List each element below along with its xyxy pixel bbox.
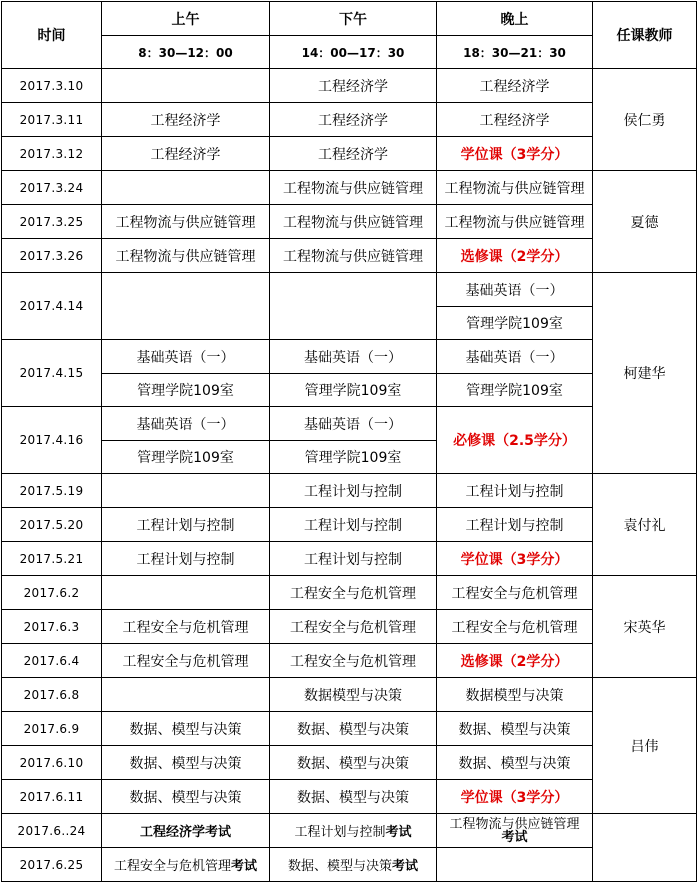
table-row — [2, 814, 697, 848]
course-type-badge: 学位课（3学分） — [437, 780, 593, 814]
table-row — [2, 610, 697, 644]
exam-label: 考试 — [501, 829, 528, 845]
header-morning: 上午 — [102, 2, 270, 36]
table-row — [2, 171, 697, 205]
afternoon-cell: 数据、模型与决策 — [270, 780, 437, 814]
header-teacher: 任课教师 — [593, 2, 697, 69]
date-cell: 2017.3.11 — [2, 103, 102, 137]
afternoon-exam — [270, 848, 437, 882]
morning-cell: 数据、模型与决策 — [102, 746, 270, 780]
morning-hours: 8：30—12：00 — [102, 36, 270, 69]
morning-cell — [102, 678, 270, 712]
evening-cell: 工程经济学 — [437, 103, 593, 137]
teacher-cell: 侯仁勇 — [593, 69, 697, 171]
date-cell: 2017.6.11 — [2, 780, 102, 814]
date-cell: 2017.3.12 — [2, 137, 102, 171]
exam-course: 工程物流与供应链管理 — [449, 816, 580, 832]
afternoon-hours: 14：00—17：30 — [270, 36, 437, 69]
morning-cell: 数据、模型与决策 — [102, 712, 270, 746]
exam-course: 工程经济学 — [139, 825, 205, 840]
morning-room: 管理学院109室 — [102, 374, 270, 407]
table-row — [2, 848, 697, 882]
evening-cell: 数据、模型与决策 — [437, 746, 593, 780]
morning-cell: 工程安全与危机管理 — [102, 644, 270, 678]
evening-room: 管理学院109室 — [437, 374, 593, 407]
table-row — [2, 407, 697, 441]
course-type-badge: 学位课（3学分） — [437, 542, 593, 576]
morning-cell: 工程安全与危机管理 — [102, 610, 270, 644]
afternoon-cell: 工程物流与供应链管理 — [270, 171, 437, 205]
afternoon-cell: 工程安全与危机管理 — [270, 644, 437, 678]
table-row — [2, 644, 697, 678]
afternoon-cell: 工程经济学 — [270, 69, 437, 103]
afternoon-cell: 数据模型与决策 — [270, 678, 437, 712]
afternoon-cell: 工程计划与控制 — [270, 508, 437, 542]
afternoon-cell: 工程安全与危机管理 — [270, 576, 437, 610]
evening-room: 管理学院109室 — [437, 307, 593, 340]
header-time: 时间 — [2, 2, 102, 69]
exam-label: 考试 — [205, 825, 232, 840]
table-row — [2, 780, 697, 814]
evening-cell: 数据、模型与决策 — [437, 712, 593, 746]
afternoon-exam — [270, 814, 437, 848]
afternoon-cell: 数据、模型与决策 — [270, 712, 437, 746]
morning-cell: 工程计划与控制 — [102, 542, 270, 576]
teacher-cell: 袁付礼 — [593, 474, 697, 576]
course-type-badge: 选修课（2学分） — [437, 239, 593, 273]
table-row — [2, 508, 697, 542]
header-afternoon: 下午 — [270, 2, 437, 36]
date-cell: 2017.4.15 — [2, 340, 102, 407]
table-row — [2, 239, 697, 273]
date-cell: 2017.6..24 — [2, 814, 102, 848]
exam-label: 考试 — [231, 859, 258, 874]
date-cell: 2017.4.16 — [2, 407, 102, 474]
date-cell: 2017.5.20 — [2, 508, 102, 542]
table-row — [2, 205, 697, 239]
table-row — [2, 542, 697, 576]
evening-cell: 工程计划与控制 — [437, 508, 593, 542]
table-row — [2, 474, 697, 508]
afternoon-cell: 工程物流与供应链管理 — [270, 205, 437, 239]
morning-cell: 工程物流与供应链管理 — [102, 205, 270, 239]
afternoon-cell: 工程安全与危机管理 — [270, 610, 437, 644]
afternoon-room: 管理学院109室 — [270, 374, 437, 407]
table-row — [2, 340, 697, 374]
table-row — [2, 103, 697, 137]
afternoon-cell: 工程物流与供应链管理 — [270, 239, 437, 273]
date-cell: 2017.6.2 — [2, 576, 102, 610]
table-row — [2, 746, 697, 780]
afternoon-cell: 工程经济学 — [270, 103, 437, 137]
morning-cell — [102, 69, 270, 103]
course-type-badge: 学位课（3学分） — [437, 137, 593, 171]
evening-cell: 工程安全与危机管理 — [437, 576, 593, 610]
morning-course: 基础英语（一） — [102, 407, 270, 441]
teacher-cell: 夏德 — [593, 171, 697, 273]
morning-cell: 工程物流与供应链管理 — [102, 239, 270, 273]
morning-course: 基础英语（一） — [102, 340, 270, 374]
evening-cell — [437, 848, 593, 882]
morning-cell — [102, 171, 270, 205]
table-row — [2, 576, 697, 610]
morning-cell — [102, 576, 270, 610]
table-row — [2, 712, 697, 746]
evening-course: 基础英语（一） — [437, 273, 593, 307]
date-cell: 2017.6.3 — [2, 610, 102, 644]
course-type-badge: 必修课（2.5学分） — [437, 407, 593, 474]
exam-course: 工程安全与危机管理 — [113, 859, 231, 874]
date-cell: 2017.6.4 — [2, 644, 102, 678]
table-row — [2, 678, 697, 712]
teacher-cell: 宋英华 — [593, 576, 697, 678]
evening-hours: 18：30—21：30 — [437, 36, 593, 69]
header-evening: 晚上 — [437, 2, 593, 36]
evening-cell: 工程计划与控制 — [437, 474, 593, 508]
teacher-cell: 柯建华 — [593, 273, 697, 474]
exam-label: 考试 — [385, 825, 412, 840]
date-cell: 2017.6.10 — [2, 746, 102, 780]
date-cell: 2017.5.21 — [2, 542, 102, 576]
course-type-badge: 选修课（2学分） — [437, 644, 593, 678]
morning-cell: 数据、模型与决策 — [102, 780, 270, 814]
morning-cell — [102, 273, 270, 340]
evening-course: 基础英语（一） — [437, 340, 593, 374]
afternoon-cell: 工程计划与控制 — [270, 542, 437, 576]
morning-cell — [102, 474, 270, 508]
afternoon-course: 基础英语（一） — [270, 340, 437, 374]
morning-exam — [102, 814, 270, 848]
evening-cell: 工程安全与危机管理 — [437, 610, 593, 644]
date-cell: 2017.5.19 — [2, 474, 102, 508]
date-cell: 2017.6.9 — [2, 712, 102, 746]
morning-cell: 工程计划与控制 — [102, 508, 270, 542]
schedule-table — [1, 1, 697, 882]
afternoon-room: 管理学院109室 — [270, 441, 437, 474]
evening-exam — [437, 814, 593, 848]
table-row — [2, 273, 697, 307]
table-row — [2, 137, 697, 171]
date-cell: 2017.3.26 — [2, 239, 102, 273]
morning-room: 管理学院109室 — [102, 441, 270, 474]
afternoon-cell: 工程计划与控制 — [270, 474, 437, 508]
table-row — [2, 69, 697, 103]
morning-exam — [102, 848, 270, 882]
afternoon-cell — [270, 273, 437, 340]
afternoon-cell: 数据、模型与决策 — [270, 746, 437, 780]
date-cell: 2017.3.24 — [2, 171, 102, 205]
evening-cell: 工程物流与供应链管理 — [437, 171, 593, 205]
exam-course: 工程计划与控制 — [294, 825, 386, 840]
date-cell: 2017.6.25 — [2, 848, 102, 882]
evening-cell: 数据模型与决策 — [437, 678, 593, 712]
date-cell: 2017.4.14 — [2, 273, 102, 340]
afternoon-cell: 工程经济学 — [270, 137, 437, 171]
evening-cell: 工程经济学 — [437, 69, 593, 103]
exam-course: 数据、模型与决策 — [287, 859, 392, 874]
teacher-cell-empty — [593, 814, 697, 882]
date-cell: 2017.6.8 — [2, 678, 102, 712]
morning-cell: 工程经济学 — [102, 103, 270, 137]
date-cell: 2017.3.10 — [2, 69, 102, 103]
teacher-cell: 吕伟 — [593, 678, 697, 814]
exam-label: 考试 — [392, 859, 419, 874]
date-cell: 2017.3.25 — [2, 205, 102, 239]
morning-cell: 工程经济学 — [102, 137, 270, 171]
evening-cell: 工程物流与供应链管理 — [437, 205, 593, 239]
afternoon-course: 基础英语（一） — [270, 407, 437, 441]
